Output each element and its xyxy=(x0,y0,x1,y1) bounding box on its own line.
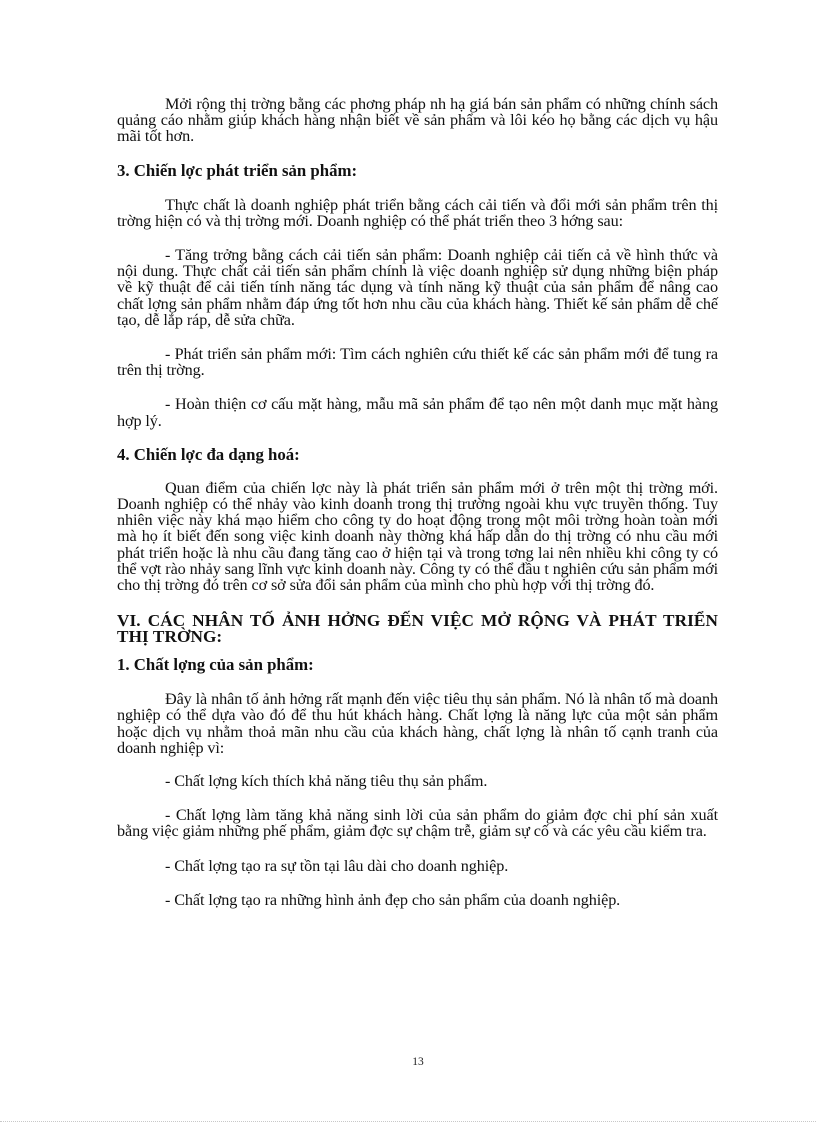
paragraph-quality-stimulates-sales: - Chất lợng kích thích khả năng tiêu thụ sản phẩm. xyxy=(165,772,488,791)
paragraph-new-product-development: - Phát triển sản phẩm mới: Tìm cách nghiên cứu thiết kế các sản phẩm mới để tung ra trên thị trờng. xyxy=(117,345,718,380)
page-number: 13 xyxy=(412,1056,424,1068)
page-bottom-divider xyxy=(0,1121,816,1122)
paragraph-quality-image: - Chất lợng tạo ra những hình ảnh đẹp cho sản phẩm của doanh nghiệp. xyxy=(165,890,621,909)
document-page xyxy=(117,96,718,908)
heading-product-development-strategy: 3. Chiến lợc phát triển sản phẩm: xyxy=(117,160,358,180)
paragraph-quality-factor: Đây là nhân tố ảnh hởng rất mạnh đến việc tiêu thụ sản phẩm. Nó là nhân tố mà doanh nghiệp có thể dựa vào đó để thu hút khách hàng. Chất lợng là năng lực của một sản phẩm hoặc dịch vụ nhằm thoả mãn nhu cầu của khách hàng, chất lợng là nhân tố cạnh tranh của doanh nghiệp vì: xyxy=(117,690,718,757)
paragraph-product-mix-improvement: - Hoàn thiện cơ cấu mặt hàng, mẫu mã sản phẩm để tạo nên một danh mục mặt hàng hợp lý. xyxy=(117,395,718,430)
heading-product-quality: 1. Chất lợng của sản phẩm: xyxy=(117,655,314,675)
paragraph-market-expansion: Mởi rộng thị trờng bằng các phơng pháp nh hạ giá bán sản phẩm có những chính sách quảng cáo nhằm giúp khách hàng nhận biết về sản phẩm và lôi kéo họ bằng các dịch vụ hậu mãi tốt hơn. xyxy=(117,95,718,146)
paragraph-diversification: Quan điểm của chiến lợc này là phát triển sản phẩm mới ở trên một thị trờng mới. Doanh nghiệp có thể nhảy vào kinh doanh trong thị trường ngoài khu vực truyền thống. Tuy nhiên việc này khá mạo hiểm cho công ty do hoạt động trong một môi trờng hoàn toàn mới mà họ ít biết đến song việc kinh doanh này thờng khá hấp dẫn do thị trờng có nhu cầu mới phát triển hoặc là nhu cầu đang tăng cao ở hiện tại và trong tơng lai nên nhiều khi công ty có thể vợt rào nhảy sang lĩnh vực kinh doanh này. Công ty có thể đầu t nghiên cứu sản phẩm mới cho thị trờng đó trên cơ sở sửa đổi sản phẩm của mình cho phù hợp với thị trờng đó. xyxy=(117,478,718,595)
paragraph-quality-longevity: - Chất lợng tạo ra sự tồn tại lâu dài cho doanh nghiệp. xyxy=(165,856,509,875)
paragraph-growth-by-improvement: - Tăng trởng bằng cách cải tiến sản phẩm: Doanh nghiệp cải tiến cả về hình thức và nội dung. Thực chất cải tiến sản phẩm chính là việc doanh nghiệp sử dụng những biện pháp về kỹ thuật để cải tiến tính năng tác dụng và tính năng kỹ thuật của sản phẩm để nâng cao chất lợng sản phẩm nhằm đáp ứng tốt hơn nhu cầu của khách hàng. Thiết kế sản phẩm dễ chế tạo, dễ lắp ráp, dễ sửa chữa. xyxy=(117,246,718,329)
heading-diversification-strategy: 4. Chiến lợc đa dạng hoá: xyxy=(117,444,300,464)
heading-section-vi: VI. CÁC NHÂN TỐ ẢNH HỞNG ĐẾN VIỆC MỞ RỘNG VÀ PHÁT TRIỂN THỊ TRỜNG: xyxy=(117,611,718,647)
paragraph-quality-profitability: - Chất lợng làm tăng khả năng sinh lời của sản phẩm do giảm đợc chi phí sản xuất bằng việc giảm những phế phẩm, giảm đợc sự chậm trễ, giảm sự cố và các yêu cầu kiểm tra. xyxy=(117,806,718,841)
paragraph-product-development-intro: Thực chất là doanh nghiệp phát triển bằng cách cải tiến và đổi mới sản phẩm trên thị trờng hiện có và thị trờng mới. Doanh nghiệp có thể phát triển theo 3 hớng sau: xyxy=(117,195,718,230)
